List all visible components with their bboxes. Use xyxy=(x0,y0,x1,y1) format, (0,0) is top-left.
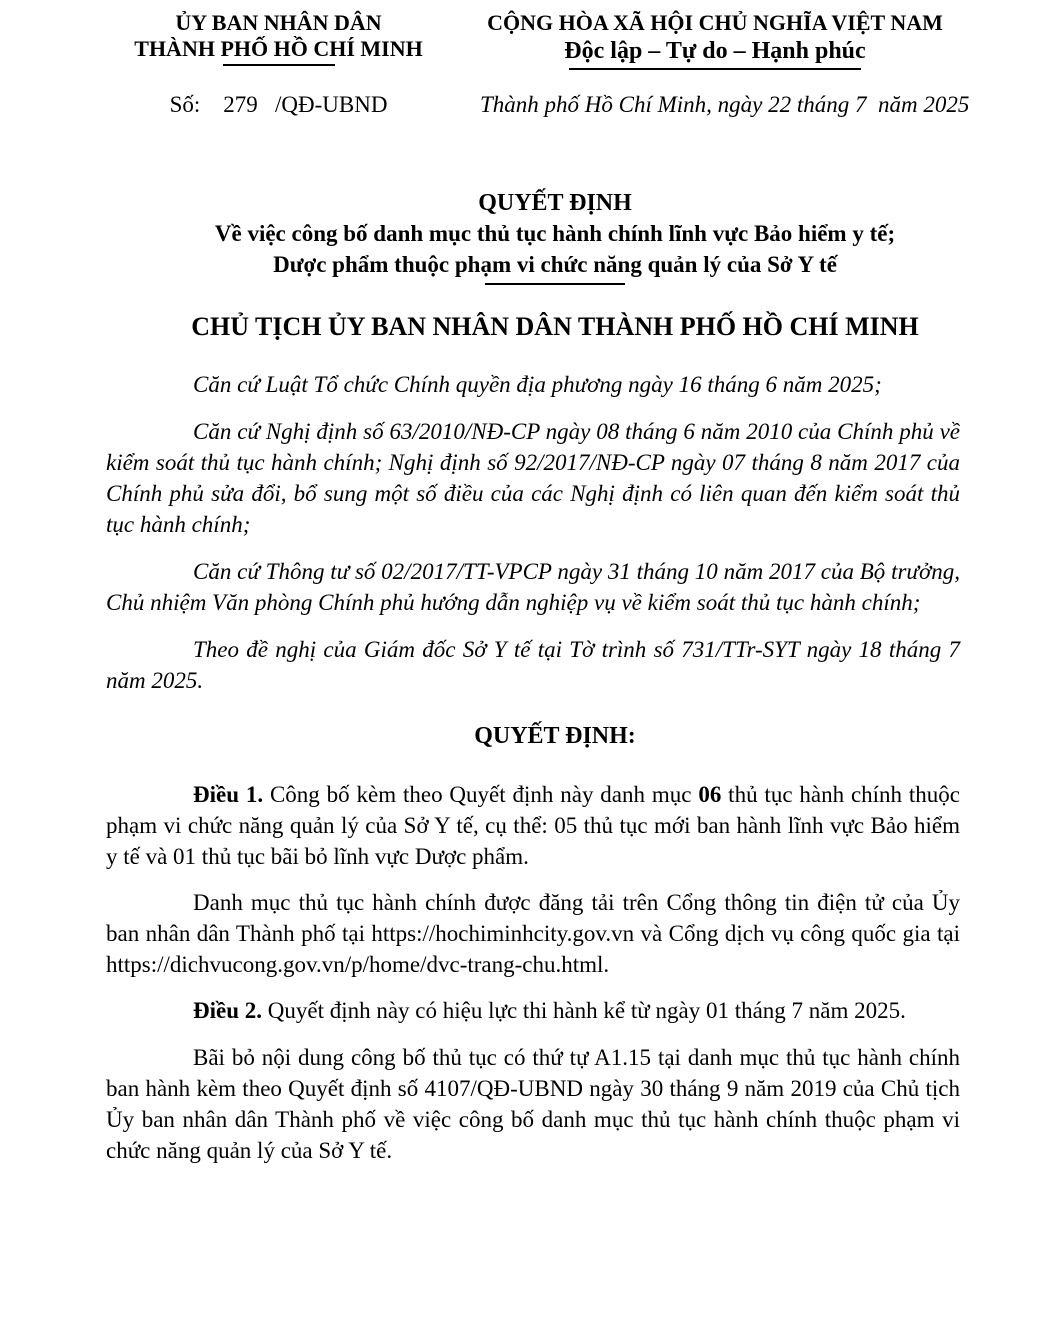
preamble-paragraph-3: Căn cứ Thông tư số 02/2017/TT-VPCP ngày 31 tháng 10 năm 2017 của Bộ trưởng, Chủ nhiệm Văn phòng Chính phủ hướng dẫn nghiệp vụ về kiểm soát thủ tục hành chính; xyxy=(106,559,960,615)
document-number: Số: 279 /QĐ-UBND xyxy=(169,92,388,117)
article-2-label: Điều 2. xyxy=(193,998,262,1023)
document-type-title: QUYẾT ĐỊNH xyxy=(478,190,632,216)
document-subject-line2: Dược phẩm thuộc phạm vi chức năng quản lý của Sở Y tế xyxy=(273,252,837,277)
issuing-org-underline xyxy=(223,64,335,66)
authority-heading: CHỦ TỊCH ỦY BAN NHÂN DÂN THÀNH PHỐ HỒ CHÍ MINH xyxy=(191,312,919,341)
article-1-label: Điều 1. xyxy=(193,782,264,807)
article-1-text-after-count: thủ tục hành chính thuộc phạm vi chức năng quản lý của Sở Y tế, cụ thể: 05 thủ tục mới ban hành lĩnh vực Bảo hiểm y tế và 01 thủ tục bãi bỏ lĩnh vực Dược phẩm. xyxy=(106,782,960,869)
national-header-block xyxy=(480,10,950,70)
national-motto: Độc lập – Tự do – Hạnh phúc xyxy=(564,38,866,64)
motto-underline xyxy=(569,68,861,70)
preamble-paragraph-1: Căn cứ Luật Tổ chức Chính quyền địa phương ngày 16 tháng 6 năm 2025; xyxy=(193,372,882,397)
issuing-org-line2: THÀNH PHỐ HỒ CHÍ MINH xyxy=(134,36,423,61)
reference-row xyxy=(106,90,970,120)
article-1-paragraph xyxy=(106,779,960,872)
article-2-paragraph xyxy=(106,995,960,1026)
preamble-paragraph-4: Theo đề nghị của Giám đốc Sở Y tế tại Tờ trình số 731/TTr-SYT ngày 18 tháng 7 năm 2025. xyxy=(106,637,960,693)
place-and-date: Thành phố Hồ Chí Minh, ngày 22 tháng 7 năm 2025 xyxy=(480,92,970,117)
document-header xyxy=(106,10,960,70)
issuing-org-line1: ỦY BAN NHÂN DÂN xyxy=(175,10,382,35)
preamble-paragraph-2: Căn cứ Nghị định số 63/2010/NĐ-CP ngày 08 tháng 6 năm 2010 của Chính phủ về kiểm soát thủ tục hành chính; Nghị định số 92/2017/NĐ-CP ngày 07 tháng 8 năm 2017 của Chính phủ sửa đổi, bổ sung một số điều của các Nghị định có liên quan đến kiểm soát thủ tục hành chính; xyxy=(106,419,960,537)
portal-paragraph: Danh mục thủ tục hành chính được đăng tải trên Cổng thông tin điện tử của Ủy ban nhân dân Thành phố tại https://hochiminhcity.gov.vn và Cổng dịch vụ công quốc gia tại https://dichvucong.gov.vn/p/home/dvc-trang-chu.html. xyxy=(106,890,960,977)
title-block xyxy=(106,188,960,285)
article-1-procedure-count: 06 xyxy=(698,782,722,807)
title-underline xyxy=(485,283,625,285)
document-subject-line1: Về việc công bố danh mục thủ tục hành chính lĩnh vực Bảo hiểm y tế; xyxy=(214,221,896,246)
issuing-org-block xyxy=(106,10,451,66)
article-1-text-before-count: Công bố kèm theo Quyết định này danh mục xyxy=(263,782,699,807)
national-name: CỘNG HÒA XÃ HỘI CHỦ NGHĨA VIỆT NAM xyxy=(487,10,943,35)
article-2-text: Quyết định này có hiệu lực thi hành kể từ ngày 01 tháng 7 năm 2025. xyxy=(262,998,906,1023)
repeal-paragraph: Bãi bỏ nội dung công bố thủ tục có thứ tự A1.15 tại danh mục thủ tục hành chính ban hành kèm theo Quyết định số 4107/QĐ-UBND ngày 30 tháng 9 năm 2019 của Chủ tịch Ủy ban nhân dân Thành phố về việc công bố danh mục thủ tục hành chính thuộc phạm vi chức năng quản lý của Sở Y tế. xyxy=(106,1045,960,1163)
decision-heading: QUYẾT ĐỊNH: xyxy=(474,723,636,749)
